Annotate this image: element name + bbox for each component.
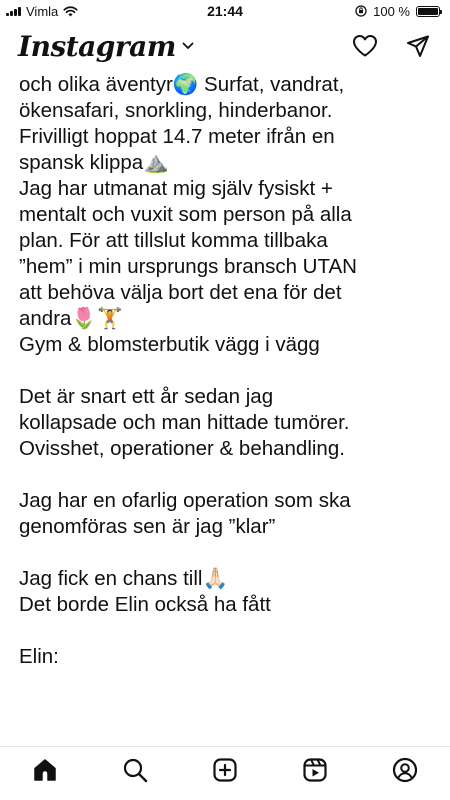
post-caption-scroll-area[interactable]: [0, 72, 450, 750]
post-caption: [19, 72, 436, 670]
nav-home[interactable]: [25, 750, 65, 790]
caption-line: Jag har en ofarlig operation som ska: [19, 489, 351, 512]
caption-line: Elin:: [19, 645, 59, 668]
cellular-signal-icon: [6, 6, 21, 16]
caption-line: Jag har utmanat mig själv fysiskt +: [19, 177, 333, 200]
profile-icon: [392, 757, 418, 783]
caption-line: [19, 618, 436, 644]
status-left: [6, 4, 78, 19]
caption-line: och olika äventyr🌍 Surfat, vandrat,: [19, 73, 345, 96]
battery-percent: 100 %: [373, 3, 410, 19]
battery-icon: [416, 6, 440, 17]
paper-plane-icon: [406, 34, 430, 58]
heart-icon: [352, 34, 378, 58]
nav-reels[interactable]: [295, 750, 335, 790]
caption-line: spansk klippa⛰️: [19, 151, 169, 174]
caption-line: ”hem” i min ursprungs bransch UTAN: [19, 255, 357, 278]
caption-line: ökensafari, snorkling, hinderbanor.: [19, 99, 333, 122]
chevron-down-icon: [182, 42, 194, 50]
battery-level: [418, 8, 438, 15]
plus-square-icon: [212, 757, 238, 783]
caption-line: Det borde Elin också ha fått: [19, 593, 271, 616]
caption-line: Ovisshet, operationer & behandling.: [19, 437, 345, 460]
caption-line: Det är snart ett år sedan jag: [19, 385, 274, 408]
app-header: [0, 22, 450, 70]
caption-line: plan. För att tillslut komma tillbaka: [19, 229, 328, 252]
carrier-name: Vimla: [26, 3, 59, 19]
orientation-lock-icon: [355, 5, 367, 17]
search-icon: [122, 757, 148, 783]
reels-icon: [302, 757, 328, 783]
direct-messages-button[interactable]: [406, 34, 430, 58]
caption-line: [19, 540, 436, 566]
caption-line: mentalt och vuxit som person på alla: [19, 203, 352, 226]
caption-line: kollapsade och man hittade tumörer.: [19, 411, 350, 434]
nav-create[interactable]: [205, 750, 245, 790]
bottom-navigation: [0, 746, 450, 800]
caption-line: [19, 462, 436, 488]
caption-line: andra🌷🏋️: [19, 307, 123, 330]
likes-button[interactable]: [352, 34, 378, 58]
nav-profile[interactable]: [385, 750, 425, 790]
wifi-icon: [63, 6, 78, 17]
caption-line: Frivilligt hoppat 14.7 meter ifrån en: [19, 125, 335, 148]
status-right: [355, 4, 440, 19]
caption-line: Jag fick en chans till🙏🏻: [19, 567, 228, 590]
home-icon: [32, 757, 58, 783]
header-actions: [352, 34, 430, 58]
status-time: 21:44: [207, 3, 243, 19]
instagram-logo: Instagram: [18, 29, 176, 63]
nav-search[interactable]: [115, 750, 155, 790]
status-bar: [0, 0, 450, 22]
account-switcher[interactable]: [18, 30, 194, 63]
caption-line: [19, 358, 436, 384]
caption-line: att behöva välja bort det ena för det: [19, 281, 342, 304]
caption-line: Gym & blomsterbutik vägg i vägg: [19, 333, 320, 356]
caption-line: genomföras sen är jag ”klar”: [19, 515, 276, 538]
